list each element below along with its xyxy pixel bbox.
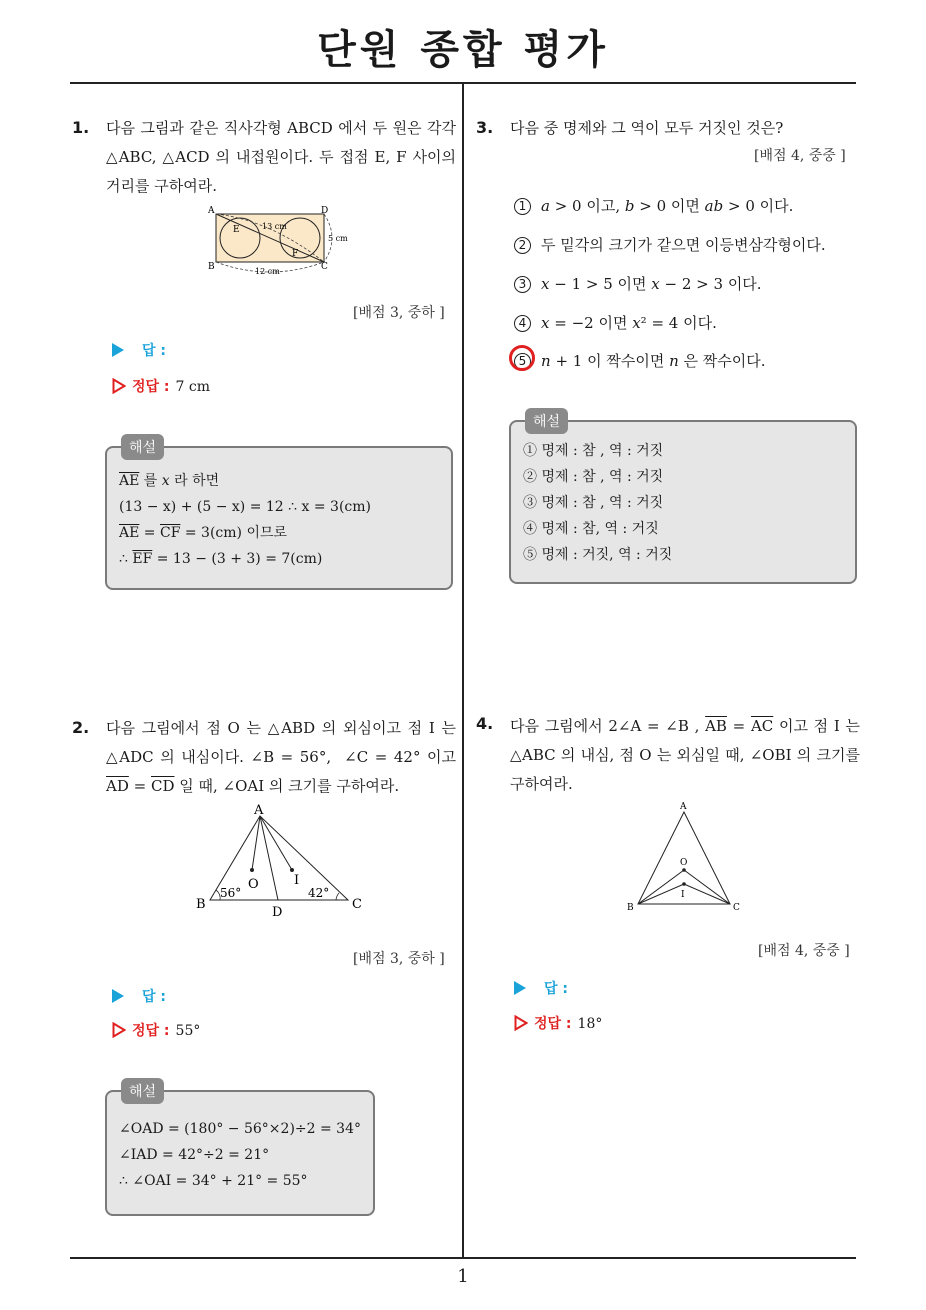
q3-choice-2[interactable] xyxy=(514,234,826,255)
answer-label: 답 : xyxy=(142,989,166,1005)
q2-answer xyxy=(112,986,166,1006)
q3-text: 다음 중 명제와 그 역이 모두 거짓인 것은? xyxy=(510,119,784,137)
label-base: 12 cm xyxy=(255,267,280,276)
q4-text: 다음 그림에서 2∠A = ∠B , $\overline{AB} = \overline{AC}$ 이고 점 I 는 △ABC 의 내심, 점 O 는 외심일 때, ∠OBI 의 크기를 구하여라. xyxy=(510,717,860,793)
q1-figure xyxy=(200,200,360,282)
choice-text: 두 밑각의 크기가 같으면 이등변삼각형이다. xyxy=(541,236,826,254)
q1-text: 다음 그림과 같은 직사각형 ABCD 에서 두 원은 각각 △ABC, △ACD 의 내접원이다. 두 접점 E, F 사이의 거리를 구하여라. xyxy=(106,119,456,195)
label-e: E xyxy=(233,225,240,235)
correct-triangle-icon xyxy=(112,378,126,394)
segment-ao xyxy=(252,816,260,870)
q3-haeseol-line: ④ 명제 : 참, 역 : 거짓 xyxy=(523,521,659,537)
q3-haeseol-line: ② 명제 : 참 , 역 : 거짓 xyxy=(523,469,664,485)
correct-value: 55° xyxy=(175,1023,201,1039)
label-b: B xyxy=(196,897,206,912)
point-o xyxy=(250,868,254,872)
choice-text: x = −2 이면 x² = 4 이다. xyxy=(541,314,717,332)
label-b: B xyxy=(208,262,215,272)
q2-meta: [배점 3, 중하 ] xyxy=(353,951,445,967)
q4-answer xyxy=(514,978,568,998)
answer-label: 답 : xyxy=(142,343,166,359)
angle-c-arc xyxy=(336,893,339,900)
answer-triangle-icon xyxy=(112,343,124,357)
q1-haeseol-line: ∴ $\overline{EF} = 13 - (3 + 3) = 7(cm)$ xyxy=(119,551,323,567)
answer-label: 답 : xyxy=(544,981,568,997)
q4-number: 4. xyxy=(476,714,494,733)
correct-triangle-icon xyxy=(112,1022,126,1038)
q3-haeseol-line: ⑤ 명제 : 거짓, 역 : 거짓 xyxy=(523,547,673,563)
label-diag: 13 cm xyxy=(262,222,287,231)
q2-haeseol-line: ∠OAD = (180° − 56°×2)÷2 = 34° xyxy=(119,1121,361,1137)
q3-number: 3. xyxy=(476,118,494,137)
correct-label: 정답 : xyxy=(534,1016,572,1032)
q4-figure xyxy=(620,798,750,918)
q2-figure xyxy=(190,802,370,922)
q3-choice-1[interactable] xyxy=(514,195,793,216)
haeseol-tag: 해설 xyxy=(525,408,568,434)
q3-choice-4[interactable] xyxy=(514,312,717,333)
q1-haeseol-line: $\overline{AE}$ 를 x 라 하면 xyxy=(119,473,220,489)
answer-mark-circle xyxy=(509,345,535,371)
segment-ai xyxy=(260,816,292,870)
q4-meta: [배점 4, 중중 ] xyxy=(758,943,850,959)
answer-triangle-icon xyxy=(112,989,124,1003)
q1-meta: [배점 3, 중하 ] xyxy=(353,305,445,321)
correct-label: 정답 : xyxy=(132,1023,170,1039)
point-i xyxy=(290,868,294,872)
q3-meta: [배점 4, 중중 ] xyxy=(754,148,846,164)
choice-number-1: 1 xyxy=(514,198,531,215)
page-number: 1 xyxy=(457,1266,469,1287)
q4-correct xyxy=(514,1013,602,1033)
label-b: B xyxy=(627,903,634,913)
correct-value: 18° xyxy=(577,1016,603,1032)
q3-haeseol-line: ① 명제 : 참 , 역 : 거짓 xyxy=(523,443,664,459)
q2-correct xyxy=(112,1020,200,1040)
q2-haeseol-line: ∠IAD = 42°÷2 = 21° xyxy=(119,1147,270,1163)
point-i xyxy=(682,882,686,886)
label-i: I xyxy=(681,890,685,900)
q3-haeseol-line: ③ 명제 : 참 , 역 : 거짓 xyxy=(523,495,664,511)
answer-triangle-icon xyxy=(514,981,526,995)
label-o: O xyxy=(248,877,259,892)
label-i: I xyxy=(294,873,300,888)
q1-haeseol-box xyxy=(105,440,453,590)
correct-value: 7 cm xyxy=(175,379,211,395)
q3-choice-3[interactable] xyxy=(514,273,762,294)
choice-number-2: 2 xyxy=(514,237,531,254)
q2-number: 2. xyxy=(72,718,90,737)
choice-number-5: 5 xyxy=(514,353,531,370)
choice-number-4: 4 xyxy=(514,315,531,332)
label-angle-b: 56° xyxy=(220,886,242,900)
haeseol-tag: 해설 xyxy=(121,1078,164,1104)
label-a: A xyxy=(254,803,264,818)
label-f: F xyxy=(292,249,299,259)
label-a: A xyxy=(208,206,215,216)
page-title: 단원 종합 평가 xyxy=(317,27,609,73)
correct-triangle-icon xyxy=(514,1015,528,1031)
label-a: A xyxy=(680,802,687,812)
label-d: D xyxy=(321,206,329,216)
choice-text: n + 1 이 짝수이면 n 은 짝수이다. xyxy=(541,352,766,370)
label-c: C xyxy=(321,262,328,272)
footer-rule xyxy=(70,1257,856,1259)
q3-choice-5[interactable] xyxy=(514,350,766,371)
q1-answer xyxy=(112,340,166,360)
q1-correct xyxy=(112,376,210,396)
q1-haeseol-line: (13 − x) + (5 − x) = 12 ∴ x = 3(cm) xyxy=(119,499,371,515)
label-d: D xyxy=(272,905,283,920)
q2-text: 다음 그림에서 점 O 는 △ABD 의 외심이고 점 I 는 △ADC 의 내심이다. ∠B = 56°, ∠C = 42° 이고 $\overline{AD} = \overline{CD}$ 일 때, ∠OAI 의 크기를 구하여라. xyxy=(106,719,456,795)
column-divider xyxy=(462,84,464,1258)
q2-haeseol-line: ∴ ∠OAI = 34° + 21° = 55° xyxy=(119,1173,308,1189)
point-o xyxy=(682,868,686,872)
label-angle-c: 42° xyxy=(308,886,330,900)
q1-number: 1. xyxy=(72,118,90,137)
q3-haeseol-box xyxy=(509,414,857,584)
label-c: C xyxy=(733,903,740,913)
correct-label: 정답 : xyxy=(132,379,170,395)
label-o: O xyxy=(680,858,688,868)
label-side: 5 cm xyxy=(328,234,348,243)
choice-text: a > 0 이고, b > 0 이면 ab > 0 이다. xyxy=(541,197,794,215)
choice-text: x − 1 > 5 이면 x − 2 > 3 이다. xyxy=(541,275,762,293)
choice-number-3: 3 xyxy=(514,276,531,293)
q1-haeseol-line: $\overline{AE} = \overline{CF} = 3(cm)$ 이므로 xyxy=(119,525,288,541)
segment-ad xyxy=(260,816,278,900)
q2-haeseol-box xyxy=(105,1084,375,1216)
label-c: C xyxy=(352,897,362,912)
haeseol-tag: 해설 xyxy=(121,434,164,460)
